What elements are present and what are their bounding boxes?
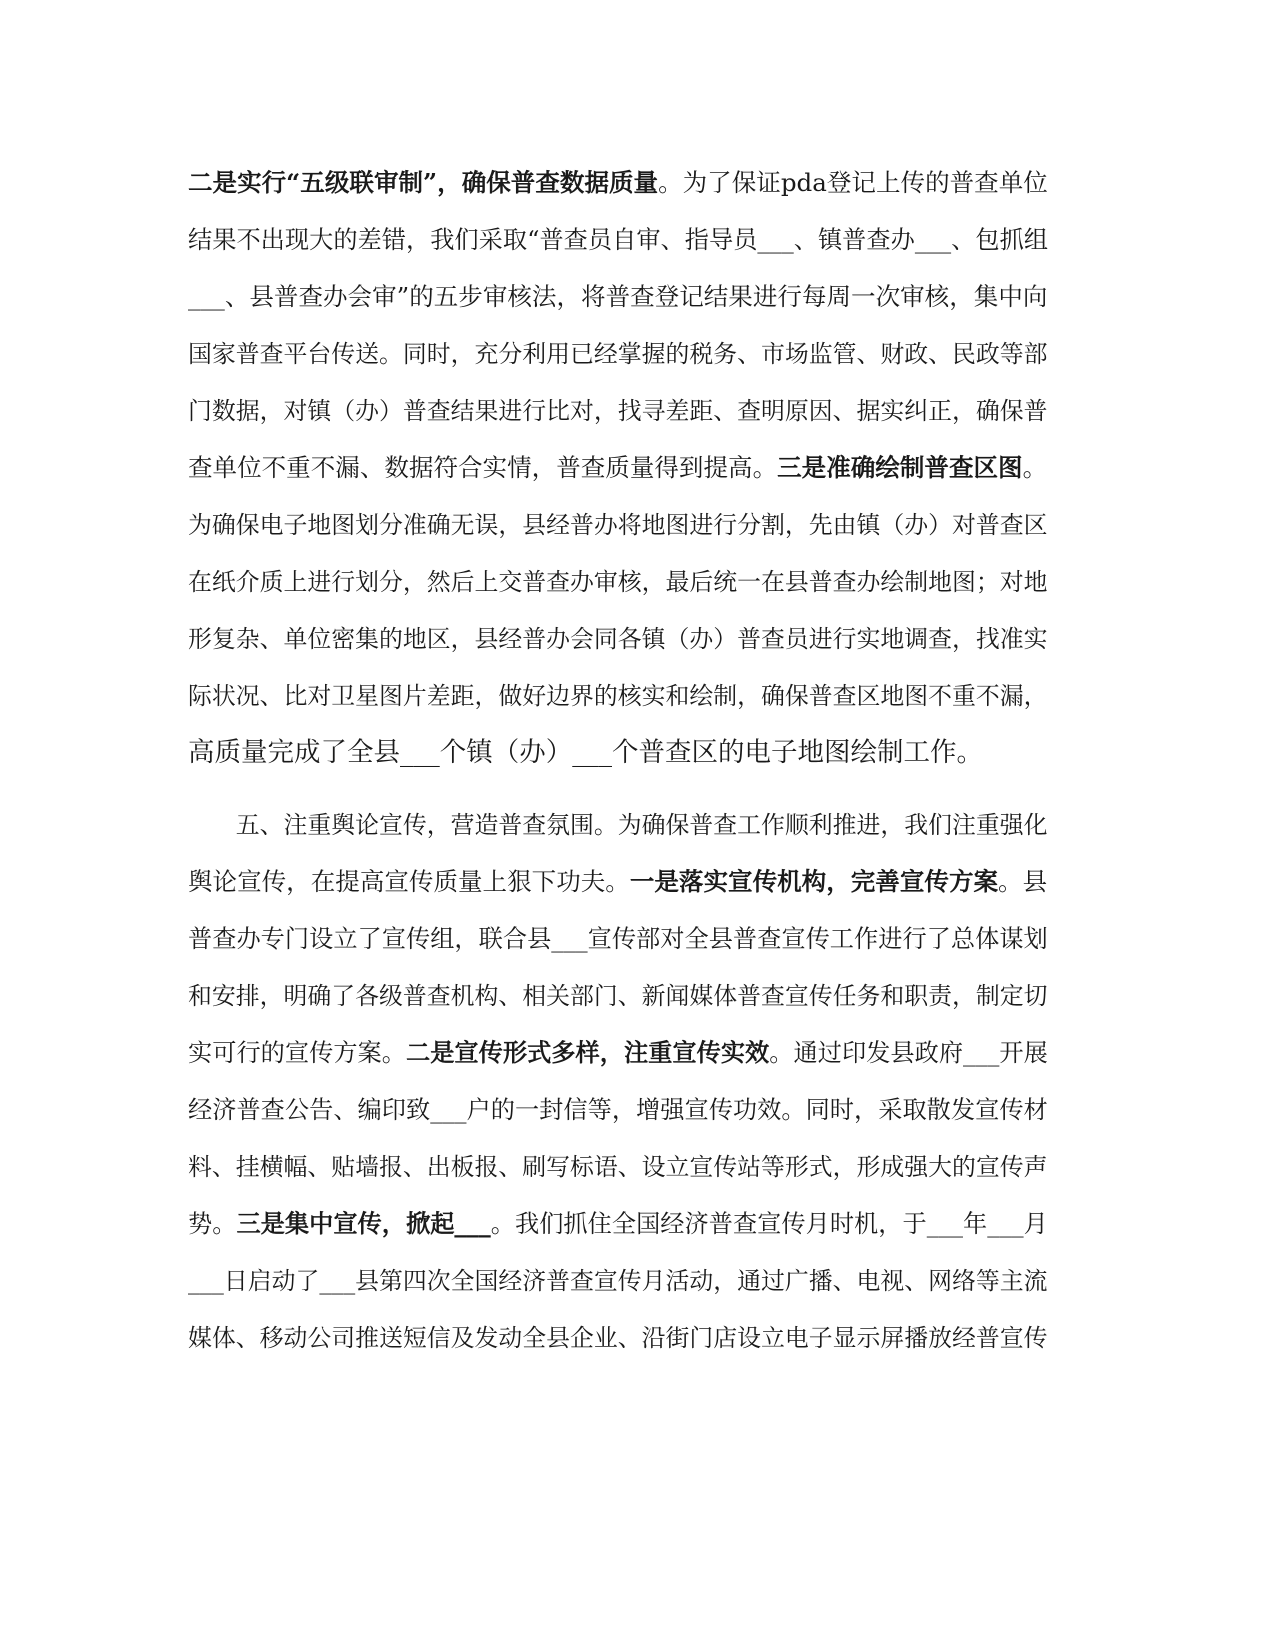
text-line [188,223,1048,257]
text-line [188,451,1047,485]
text-run: 媒体、移动公司推送短信及发动全县企业、沿街门店设立电子显示屏播放经普宣传 [188,1324,1048,1352]
bold-heading: 三是集中宣传，掀起___ [236,1209,491,1238]
text-line [188,1207,1048,1241]
text-run: 为确保电子地图划分准确无误，县经普办将地图进行分割，先由镇（办）对普查区 [188,511,1048,539]
text-run: 。为了保证pda登记上传的普查单位 [658,168,1048,197]
text-run: 五、注重舆论宣传，营造普查氛围。为确保普查工作顺利推进，我们注重强化 [188,811,1048,839]
text-run: 际状况、比对卫星图片差距，做好边界的核实和绘制，确保普查区地图不重不漏， [188,682,1048,710]
text-line [188,865,1047,899]
text-run: 。县 [998,867,1048,896]
text-line [188,1150,1048,1184]
text-line [188,979,1048,1013]
text-line [188,280,1047,314]
text-run: 经济普查公告、编印致___户的一封信等，增强宣传功效。同时，采取散发宣传材 [188,1096,1048,1124]
text-run: 料、挂横幅、贴墙报、出板报、刷写标语、设立宣传站等形式，形成强大的宣传声 [188,1153,1048,1181]
text-line [188,922,1048,956]
text-line [188,508,1048,542]
bold-heading: 二是实行“五级联审制”，确保普查数据质量 [188,168,659,197]
text-run: 结果不出现大的差错，我们采取“普查员自审、指导员___、镇普查办___、包抓组 [188,226,1049,254]
bold-heading: 二是宣传形式多样，注重宣传实效 [405,1038,770,1067]
text-line [188,808,1048,842]
text-line [188,736,983,770]
text-run: 查单位不重不漏、数据符合实情，普查质量得到提高。 [188,453,778,482]
text-run: ___、县普查办会审”的五步审核法，将普查登记结果进行每周一次审核，集中向 [188,282,1048,311]
bold-heading: 一是落实宣传机构，完善宣传方案 [629,867,999,896]
text-run: 。 [1022,453,1048,482]
text-line [188,394,1048,428]
text-line [188,1036,1048,1070]
text-line [188,565,1048,599]
text-line [188,1093,1048,1127]
text-run: 势。 [188,1210,237,1238]
text-line [188,622,1048,656]
text-run: 和安排，明确了各级普查机构、相关部门、新闻媒体普查宣传任务和职责，制定切 [188,982,1048,1010]
text-run: 门数据，对镇（办）普查结果进行比对，找寻差距、查明原因、据实纠正，确保普 [188,397,1048,425]
text-line [188,1321,1048,1355]
text-line [188,679,1048,713]
text-run: ___日启动了___县第四次全国经济普查宣传月活动，通过广播、电视、网络等主流 [188,1267,1048,1295]
text-run: 。我们抓住全国经济普查宣传月时机，于___年___月 [490,1210,1048,1238]
bold-heading: 三是准确绘制普查区图 [777,453,1023,482]
text-run: 实可行的宣传方案。 [188,1039,406,1067]
text-run: 在纸介质上进行划分，然后上交普查办审核，最后统一在县普查办绘制地图；对地 [188,568,1048,596]
text-run: 高质量完成了全县___个镇（办）___个普查区的电子地图绘制工作。 [188,737,983,768]
text-run: 形复杂、单位密集的地区，县经普办会同各镇（办）普查员进行实地调查，找准实 [188,625,1048,653]
text-line [188,166,1048,200]
text-run: 。通过印发县政府___开展 [769,1039,1048,1067]
text-run: 国家普查平台传送。同时，充分利用已经掌握的税务、市场监管、财政、民政等部 [188,340,1048,368]
text-run: 舆论宣传，在提高宣传质量上狠下功夫。 [188,867,630,896]
text-run: 普查办专门设立了宣传组，联合县___宣传部对全县普查宣传工作进行了总体谋划 [188,925,1048,953]
text-line [188,1264,1048,1298]
text-line [188,337,1048,371]
